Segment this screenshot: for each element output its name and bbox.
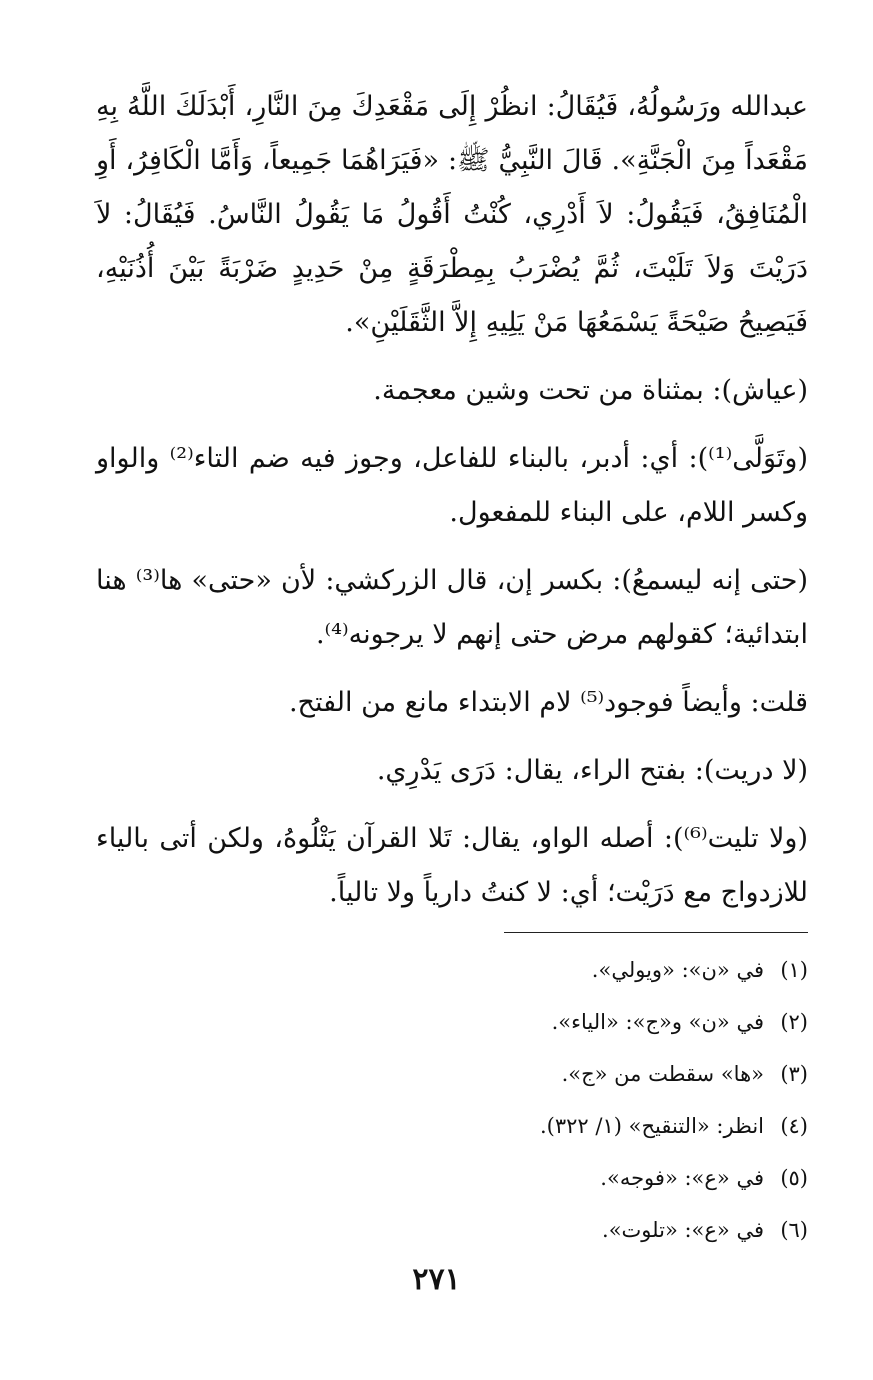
footnote-divider <box>504 932 808 933</box>
footnote <box>420 1048 808 1100</box>
footnote-number: (٤) <box>780 1114 808 1138</box>
main-text <box>96 80 808 920</box>
paragraph-tawalla: (وتَوَلَّى⁽¹⁾): أي: أدبر، بالبناء للفاعل، وجوز فيه ضم التاء⁽²⁾ والواو وكسر اللام، على البناء للمفعول. <box>96 443 809 528</box>
paragraph-qultu: قلت: وأيضاً فوجود⁽⁵⁾ لام الابتداء مانع من الفتح. <box>288 687 808 718</box>
footnote-text: «ها» سقطت من «ج». <box>561 1062 764 1086</box>
footnote-text: في «ع»: «تلوت». <box>602 1218 764 1242</box>
footnote-text: في «ن»: «ويولي». <box>591 958 764 982</box>
footnote-number: (١) <box>780 958 808 982</box>
footnote-number: (٢) <box>780 1010 808 1034</box>
paragraph-hadith: عبدالله ورَسُولُهُ، فَيُقَالُ: انظُرْ إِلَى مَقْعَدِكَ مِنَ النَّارِ، أَبْدَلَكَ اللَّهُ بِهِ مَقْعَداً مِنَ الْجَنَّةِ». قَالَ النَّبِيُّ ﷺ: «فَيَرَاهُمَا جَمِيعاً، وَأَمَّا الْكَافِرُ، أَوِ الْمُنَافِقُ، فَيَقُولُ: لاَ أَدْرِي، كُنْتُ أَقُولُ مَا يَقُولُ النَّاسُ. فَيُقَالُ: لاَ دَرَيْتَ وَلاَ تَلَيْتَ، ثُمَّ يُضْرَبُ بِمِطْرَقَةٍ مِنْ حَدِيدٍ ضَرْبَةً بَيْنَ أُذُنَيْهِ، فَيَصِيحُ صَيْحَةً يَسْمَعُهَا مَنْ يَلِيهِ إِلاَّ الثَّقَلَيْنِ». <box>96 91 808 338</box>
page-number: ٢٧١ <box>412 1262 461 1297</box>
paragraph-la-darayt: (لا دريت): بفتح الراء، يقال: دَرَى يَدْرِي. <box>376 755 808 786</box>
footnote-number: (٦) <box>780 1218 808 1242</box>
footnote <box>420 1100 808 1152</box>
footnote <box>420 1152 808 1204</box>
footnotes <box>420 944 808 1256</box>
footnote-text: في «ن» و«ج»: «الياء». <box>551 1010 764 1034</box>
footnote <box>420 1204 808 1256</box>
footnote-number: (٥) <box>780 1166 808 1190</box>
footnote-text: انظر: «التنقيح» (١/ ٣٢٢). <box>540 1114 764 1138</box>
paragraph-ayyash: (عياش): بمثناة من تحت وشين معجمة. <box>373 375 808 406</box>
footnote-number: (٣) <box>780 1062 808 1086</box>
footnote-text: في «ع»: «فوجه». <box>600 1166 764 1190</box>
footnote <box>420 996 808 1048</box>
paragraph-la-talayt: (ولا تليت⁽⁶⁾): أصله الواو، يقال: تَلا القرآن يَتْلُوهُ، ولكن أتى بالياء للازدواج مع دَرَيْت؛ أي: لا كنتُ دارياً ولا تالياً. <box>96 823 808 908</box>
footnote <box>420 944 808 996</box>
paragraph-hatta: (حتى إنه ليسمعُ): بكسر إن، قال الزركشي: لأن «حتى» ها⁽³⁾ هنا ابتدائية؛ كقولهم مرض حتى إنهم لا يرجونه⁽⁴⁾. <box>96 565 809 650</box>
